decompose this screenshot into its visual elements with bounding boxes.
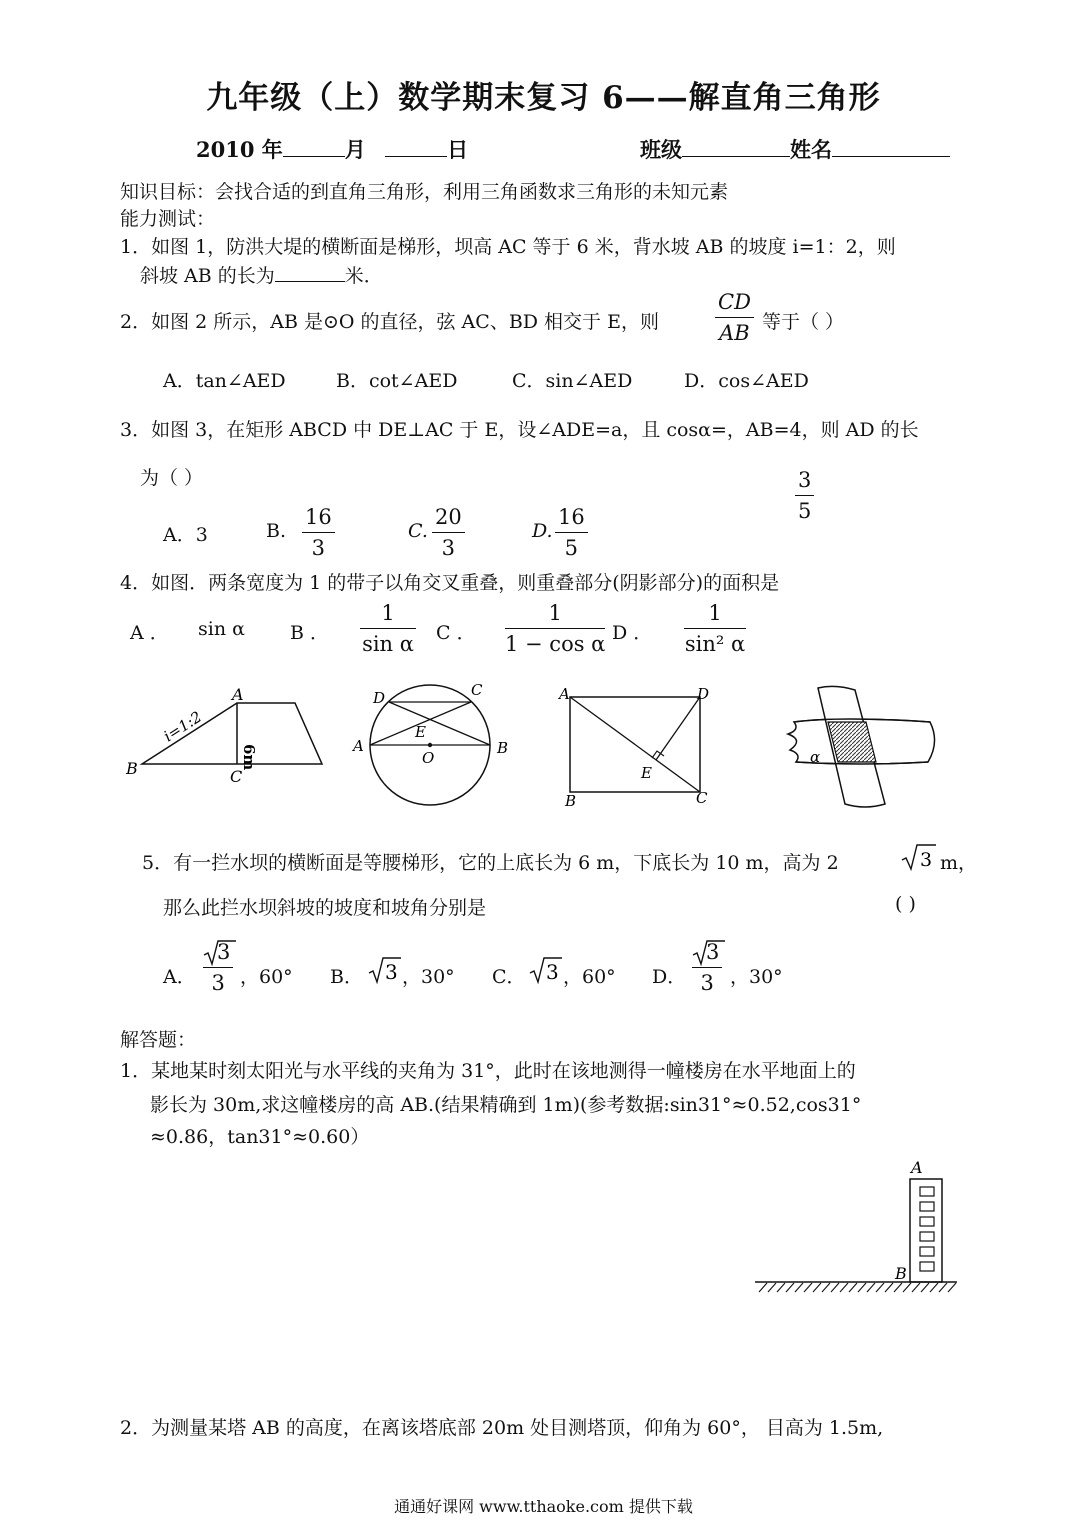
fig1-label-c: C bbox=[230, 767, 243, 786]
q3-d-denominator: 5 bbox=[564, 536, 579, 560]
q2-fraction bbox=[715, 287, 754, 348]
q5-option-c-label[interactable]: C． bbox=[492, 966, 526, 988]
class-blank[interactable] bbox=[682, 136, 790, 157]
ability-heading: 能力测试： bbox=[120, 208, 216, 230]
q3-option-d-fraction bbox=[555, 502, 588, 563]
q3-cos-numerator: 3 bbox=[795, 465, 814, 496]
fig2-label-o: O bbox=[422, 749, 435, 767]
q3-b-numerator: 16 bbox=[302, 502, 335, 533]
q1-unit: 米． bbox=[344, 265, 383, 287]
q2-option-c[interactable]: C．sin∠AED bbox=[512, 370, 633, 392]
q4-d-numerator: 1 bbox=[684, 598, 746, 629]
q4-c-numerator: 1 bbox=[505, 598, 605, 629]
q5-option-a-tail: ，60° bbox=[240, 966, 293, 988]
q3-option-a[interactable]: A．3 bbox=[163, 524, 208, 546]
q3-option-c-fraction bbox=[432, 502, 465, 563]
fig1-label-a: A bbox=[232, 685, 244, 704]
q5-option-a-fraction bbox=[203, 937, 233, 998]
q4-option-c-label[interactable]: C ． bbox=[436, 622, 476, 644]
q5-option-a-label[interactable]: A． bbox=[163, 966, 196, 988]
fig5-label-b: B bbox=[895, 1264, 907, 1283]
q4-option-a-value: sin α bbox=[198, 618, 245, 640]
q5-a-radical bbox=[203, 939, 237, 967]
q3-d-numerator: 16 bbox=[555, 502, 588, 533]
a1-line2: 影长为 30m,求这幢楼房的高 AB.(结果精确到 1m)(参考数据:sin31°≈0.52,cos31° bbox=[150, 1094, 862, 1116]
footer: 通通好课网 www.tthaoke.com 提供下载 bbox=[394, 1497, 693, 1516]
q4-c-denominator: 1 − cos α bbox=[505, 632, 606, 656]
q5-c-radical bbox=[529, 955, 563, 985]
q5-line2: 那么此拦水坝斜坡的坡度和坡角分别是 bbox=[163, 897, 487, 919]
fig2-label-b: B bbox=[497, 739, 509, 757]
q3-cos-denominator: 5 bbox=[798, 499, 812, 523]
q2-prefix: 2．如图 2 所示，AB 是⊙O 的直径，弦 AC、BD 相交于 E，则 bbox=[120, 311, 659, 333]
q5-a-radicand: 3 bbox=[217, 940, 231, 964]
fig3-label-c: C bbox=[696, 789, 708, 807]
a1-line3: ≈0.86，tan31°≈0.60） bbox=[150, 1126, 370, 1148]
fig5-label-a: A bbox=[911, 1158, 923, 1177]
figure-4-ribbons bbox=[780, 680, 945, 815]
q3-b-denominator: 3 bbox=[311, 536, 326, 560]
q1-line2 bbox=[140, 261, 383, 288]
q4-line: 4．如图．两条宽度为 1 的带子以角交叉重叠，则重叠部分(阴影部分)的面积是 bbox=[120, 572, 780, 594]
q3-c-numerator: 20 bbox=[432, 502, 465, 533]
fig3-label-e: E bbox=[641, 764, 652, 782]
q5-d-numerator bbox=[692, 937, 722, 968]
q5-root3 bbox=[900, 842, 940, 872]
fig3-label-d: D bbox=[697, 685, 710, 703]
fig1-height-label: 6m bbox=[240, 744, 258, 771]
figure-3-rectangle bbox=[555, 683, 720, 808]
fig2-label-d: D bbox=[373, 689, 386, 707]
q5-a-numerator bbox=[203, 937, 233, 968]
q5-unit: m， bbox=[940, 852, 978, 874]
q3-c-denominator: 3 bbox=[441, 536, 456, 560]
q5-bracket: ( ) bbox=[895, 893, 916, 915]
q4-option-b-fraction bbox=[360, 598, 416, 659]
q5-d-radical bbox=[692, 939, 726, 967]
answer-heading: 解答题： bbox=[120, 1029, 197, 1051]
class-name-line bbox=[640, 134, 950, 164]
figure-5-building bbox=[755, 1155, 965, 1295]
fig1-slope-label: i=1:2 bbox=[160, 707, 205, 746]
q3-line2: 为（ ） bbox=[140, 467, 204, 489]
q5-d-radicand: 3 bbox=[706, 940, 720, 964]
fig2-label-c: C bbox=[471, 681, 483, 699]
q4-option-d-label[interactable]: D ． bbox=[612, 622, 653, 644]
month-label: 月 bbox=[344, 137, 366, 162]
header-line bbox=[196, 134, 468, 164]
fig1-label-b: B bbox=[126, 759, 138, 778]
q4-option-b-label[interactable]: B ． bbox=[290, 622, 330, 644]
year-label: 2010 年 bbox=[196, 137, 283, 162]
q2-frac-numerator: CD bbox=[715, 287, 754, 318]
q4-option-c-fraction bbox=[505, 598, 605, 659]
month-blank[interactable] bbox=[283, 136, 345, 157]
q3-option-c-label[interactable]: C. bbox=[408, 520, 428, 542]
q2-option-a[interactable]: A．tan∠AED bbox=[163, 370, 286, 392]
figure-2-circle bbox=[345, 675, 520, 810]
day-blank[interactable] bbox=[385, 136, 447, 157]
q5-option-d-label[interactable]: D． bbox=[652, 966, 687, 988]
a2-line: 2．为测量某塔 AB 的高度，在离该塔底部 20m 处目测塔顶，仰角为 60°， 目高为 1.5m, bbox=[120, 1417, 884, 1439]
q2-option-b[interactable]: B．cot∠AED bbox=[336, 370, 458, 392]
q3-line1: 3．如图 3，在矩形 ABCD 中 DE⊥AC 于 E，设∠ADE=a，且 cosα=，AB=4，则 AD 的长 bbox=[120, 419, 919, 441]
q5-root3-number: 3 bbox=[920, 849, 933, 871]
q4-b-numerator: 1 bbox=[360, 598, 416, 629]
q5-d-denominator: 3 bbox=[700, 971, 714, 995]
a1-line1: 1．某地某时刻太阳光与水平线的夹角为 31°，此时在该地测得一幢楼房在水平地面上的 bbox=[120, 1060, 856, 1082]
q5-option-b-tail: ，30° bbox=[402, 966, 455, 988]
q5-b-radicand: 3 bbox=[385, 960, 398, 984]
q5-b-radical bbox=[368, 955, 402, 985]
q1-blank[interactable] bbox=[275, 261, 345, 282]
q5-option-c-tail: ，60° bbox=[563, 966, 616, 988]
fig4-label-alpha: α bbox=[810, 748, 821, 766]
q5-option-d-fraction bbox=[692, 937, 722, 998]
fig2-label-a: A bbox=[353, 737, 364, 755]
fig3-label-a: A bbox=[559, 685, 570, 703]
fig2-label-e: E bbox=[415, 723, 426, 741]
fig3-label-b: B bbox=[565, 792, 577, 810]
q5-c-radicand: 3 bbox=[546, 960, 559, 984]
q4-option-a-label[interactable]: A ． bbox=[130, 622, 169, 644]
q5-option-d-tail: ，30° bbox=[730, 966, 783, 988]
q4-b-denominator: sin α bbox=[362, 632, 414, 656]
q5-option-b-label[interactable]: B． bbox=[330, 966, 363, 988]
name-blank[interactable] bbox=[832, 136, 950, 157]
q3-option-b-label[interactable]: B. bbox=[266, 520, 287, 542]
q3-option-b-fraction bbox=[302, 502, 335, 563]
q2-frac-denominator: AB bbox=[719, 321, 750, 345]
name-label: 姓名 bbox=[790, 137, 832, 162]
figure-1-dike bbox=[120, 685, 330, 788]
q1-line1: 1．如图 1，防洪大堤的横断面是梯形，坝高 AC 等于 6 米，背水坡 AB 的坡度 i=1：2，则 bbox=[120, 236, 896, 258]
objective: 知识目标：会找合适的到直角三角形，利用三角函数求三角形的未知元素 bbox=[120, 181, 729, 203]
q5-a-denominator: 3 bbox=[211, 971, 225, 995]
q2-option-d[interactable]: D．cos∠AED bbox=[684, 370, 809, 392]
q3-cos-fraction bbox=[795, 465, 814, 526]
day-label: 日 bbox=[447, 137, 469, 162]
q4-d-denominator: sin² α bbox=[684, 632, 746, 656]
q3-option-d-label[interactable]: D. bbox=[532, 520, 553, 542]
page-title: 九年级（上）数学期末复习 6——解直角三角形 bbox=[206, 80, 881, 116]
q4-option-d-fraction bbox=[684, 598, 746, 659]
q1-text: 斜坡 AB 的长为 bbox=[140, 265, 275, 287]
q5-line1: 5．有一拦水坝的横断面是等腰梯形，它的上底长为 6 m，下底长为 10 m，高为 2 bbox=[142, 852, 839, 874]
q2-suffix: 等于（ ） bbox=[762, 311, 845, 333]
class-label: 班级 bbox=[640, 137, 682, 162]
